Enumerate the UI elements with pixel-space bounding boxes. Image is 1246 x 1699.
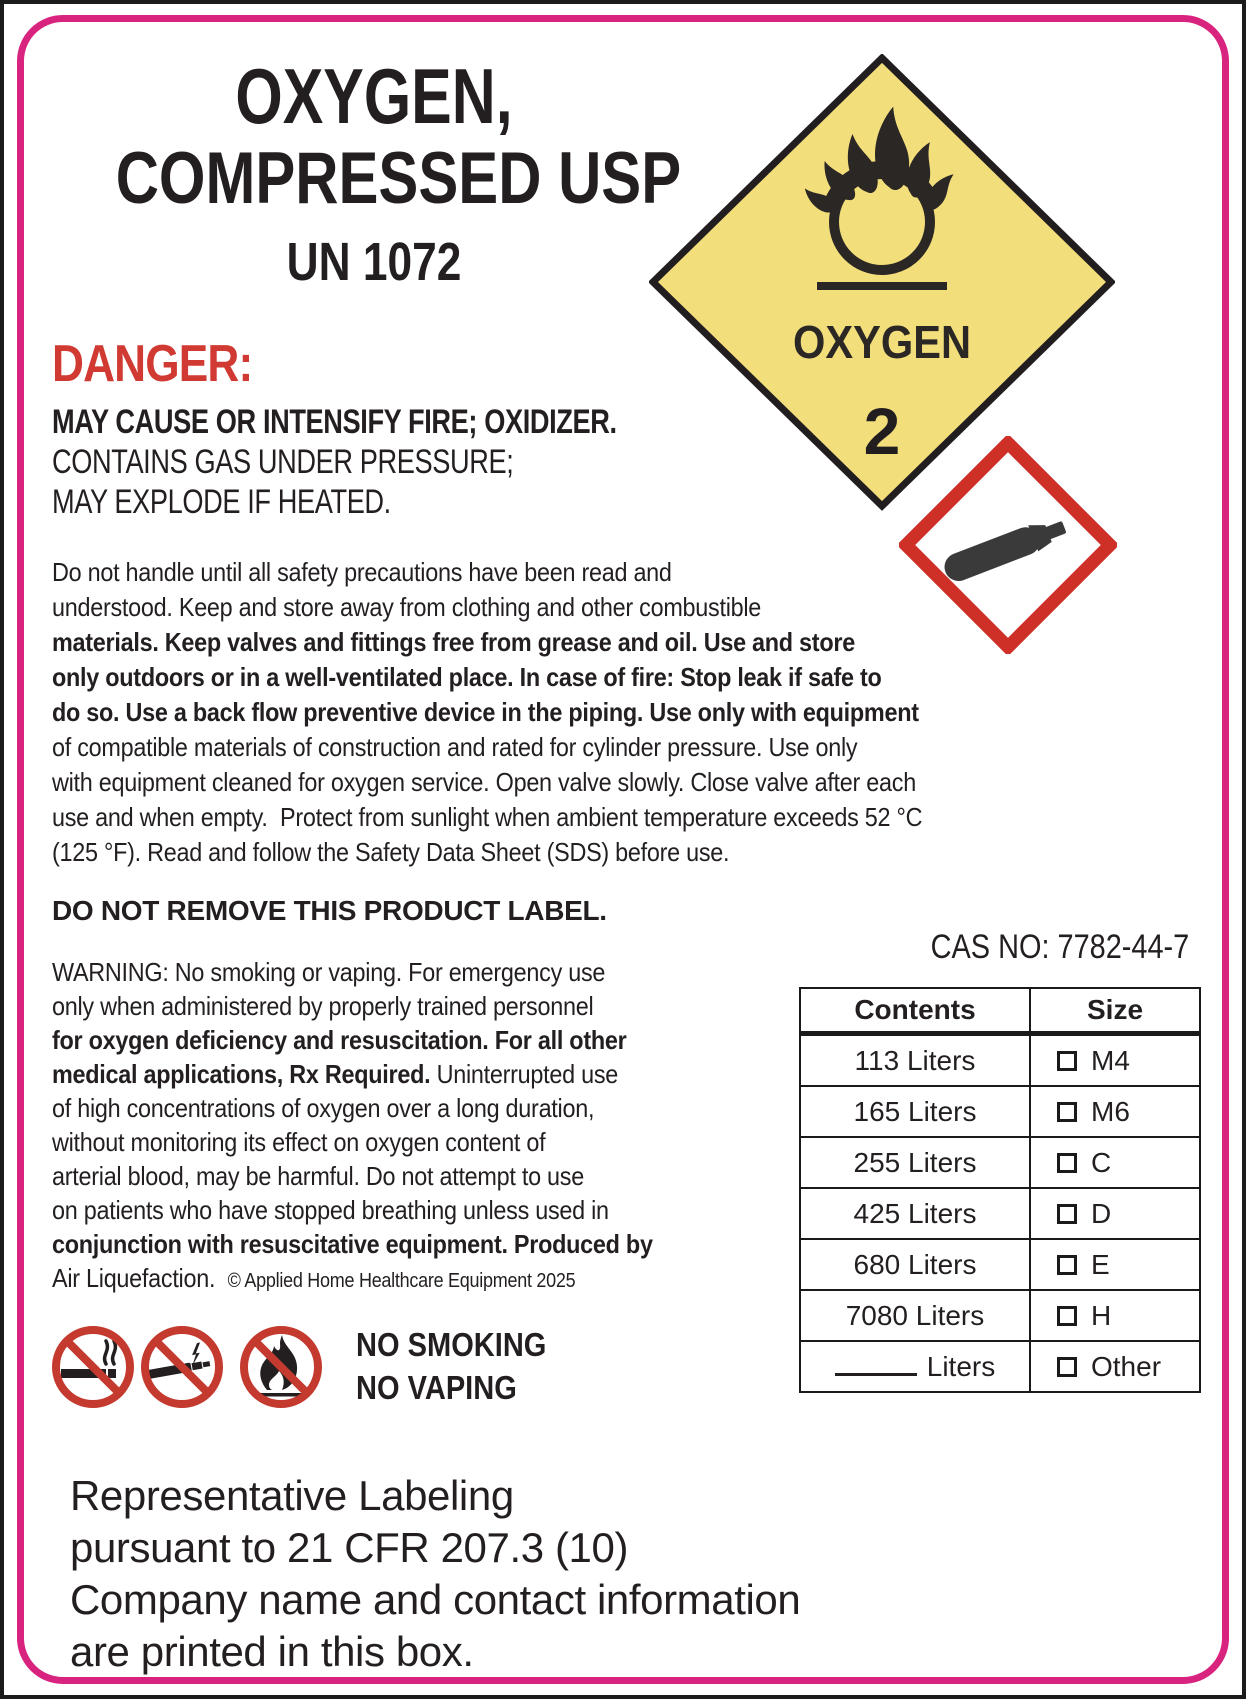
precautionary-statements bbox=[52, 555, 1019, 870]
contents-cell bbox=[800, 1034, 1030, 1087]
size-cell-container bbox=[1030, 1188, 1200, 1239]
footer-line: pursuant to 21 CFR 207.3 (10) bbox=[70, 1524, 629, 1571]
precaution-line bbox=[52, 625, 922, 660]
table-row bbox=[800, 1341, 1200, 1392]
no-vaping-icon bbox=[137, 1322, 227, 1412]
contents-cell bbox=[800, 1341, 1030, 1392]
table-row bbox=[800, 1034, 1200, 1087]
precaution-text: with equipment cleaned for oxygen service. Open valve slowly. Close valve after each bbox=[52, 767, 916, 797]
placard-class-number: 2 bbox=[863, 394, 901, 468]
size-cell-container bbox=[1030, 1086, 1200, 1137]
size-value: E bbox=[1091, 1248, 1110, 1280]
hazard-statements bbox=[52, 402, 758, 522]
warning-line bbox=[52, 1261, 653, 1298]
table-row bbox=[800, 1239, 1200, 1290]
precaution-line bbox=[52, 695, 922, 730]
no-vaping-text: NO VAPING bbox=[356, 1369, 517, 1406]
warning-line bbox=[52, 1057, 653, 1091]
precaution-line bbox=[52, 660, 922, 695]
precaution-text: use and when empty. Protect from sunlight when ambient temperature exceeds 52 °C bbox=[52, 802, 923, 832]
copyright-text: © Applied Home Healthcare Equipment 2025 bbox=[227, 1270, 576, 1292]
warning-text: on patients who have stopped breathing unless used in bbox=[52, 1195, 609, 1225]
warning-text: Uninterrupted use bbox=[430, 1059, 619, 1089]
placard-product-text: OXYGEN bbox=[793, 316, 971, 368]
product-name-line1: OXYGEN, bbox=[235, 52, 513, 140]
signal-word-danger: DANGER: bbox=[52, 335, 253, 393]
size-cell-container bbox=[1030, 1290, 1200, 1341]
representative-labeling-note bbox=[70, 1470, 800, 1678]
table-row bbox=[800, 1188, 1200, 1239]
hazard-statement-line: CONTAINS GAS UNDER PRESSURE; bbox=[52, 443, 514, 481]
contents-value: 165 Liters bbox=[853, 1095, 977, 1127]
precaution-text: only outdoors or in a well-ventilated place. In case of fire: Stop leak if safe to bbox=[52, 662, 882, 692]
contents-value: 425 Liters bbox=[853, 1197, 977, 1229]
warning-line bbox=[52, 989, 653, 1023]
warning-text: of high concentrations of oxygen over a long duration, bbox=[52, 1093, 595, 1123]
precaution-text: do so. Use a back flow preventive device in the piping. Use only with equipment bbox=[52, 697, 919, 727]
warning-line bbox=[52, 1159, 653, 1193]
precaution-text: understood. Keep and store away from clothing and other combustible bbox=[52, 592, 762, 622]
warning-text: without monitoring its effect on oxygen content of bbox=[52, 1127, 546, 1157]
size-value: M6 bbox=[1091, 1095, 1130, 1127]
contents-cell bbox=[800, 1188, 1030, 1239]
size-value: M4 bbox=[1091, 1044, 1130, 1076]
size-checkbox-h[interactable] bbox=[1057, 1306, 1077, 1326]
footer-line: Company name and contact information bbox=[70, 1576, 801, 1623]
warning-line bbox=[52, 1091, 653, 1125]
product-name-line2: COMPRESSED USP bbox=[115, 138, 682, 219]
footer-line: Representative Labeling bbox=[70, 1472, 514, 1519]
precaution-line bbox=[52, 590, 922, 625]
precaution-line bbox=[52, 555, 922, 590]
contents-value: 255 Liters bbox=[853, 1146, 977, 1178]
warning-line bbox=[52, 1125, 653, 1159]
size-cell bbox=[1031, 1147, 1199, 1179]
size-cell bbox=[1031, 1096, 1199, 1128]
precaution-line bbox=[52, 765, 922, 800]
un-number: UN 1072 bbox=[286, 232, 462, 292]
size-checkbox-m6[interactable] bbox=[1057, 1102, 1077, 1122]
table-row bbox=[800, 1290, 1200, 1341]
title-block bbox=[59, 52, 689, 292]
precaution-text: materials. Keep valves and fittings free from grease and oil. Use and store bbox=[52, 627, 855, 657]
contents-cell bbox=[800, 1137, 1030, 1188]
size-cell bbox=[1031, 1249, 1199, 1281]
size-cell-container bbox=[1030, 1034, 1200, 1087]
precaution-text: (125 °F). Read and follow the Safety Data Sheet (SDS) before use. bbox=[52, 837, 730, 867]
no-smoking-text: NO SMOKING bbox=[356, 1326, 547, 1363]
warning-line bbox=[52, 1023, 653, 1057]
warning-text: for oxygen deficiency and resuscitation. For all other bbox=[52, 1025, 627, 1055]
table-row bbox=[800, 1086, 1200, 1137]
size-cell bbox=[1031, 1045, 1199, 1077]
contents-cell bbox=[800, 1239, 1030, 1290]
size-column-header: Size bbox=[1030, 988, 1200, 1034]
size-cell bbox=[1031, 1300, 1199, 1332]
warning-line bbox=[52, 955, 653, 989]
contents-value: 113 Liters bbox=[854, 1044, 976, 1076]
warning-line bbox=[52, 1193, 653, 1227]
size-checkbox-other[interactable] bbox=[1057, 1357, 1077, 1377]
warning-text: Air Liquefaction. bbox=[52, 1263, 228, 1293]
size-cell bbox=[1031, 1351, 1199, 1383]
footer-line: are printed in this box. bbox=[70, 1628, 474, 1675]
warning-text: medical applications, Rx Required. bbox=[52, 1059, 431, 1089]
size-cell-container bbox=[1030, 1239, 1200, 1290]
size-checkbox-e[interactable] bbox=[1057, 1255, 1077, 1275]
contents-cell bbox=[800, 1086, 1030, 1137]
warning-paragraph bbox=[52, 955, 719, 1298]
contents-value: 7080 Liters bbox=[845, 1299, 985, 1331]
size-checkbox-c[interactable] bbox=[1057, 1153, 1077, 1173]
contents-cell bbox=[800, 1290, 1030, 1341]
size-value: D bbox=[1091, 1197, 1112, 1229]
precaution-text: of compatible materials of construction and rated for cylinder pressure. Use only bbox=[52, 732, 858, 762]
size-value: Other bbox=[1091, 1350, 1162, 1382]
size-table-header-row bbox=[800, 988, 1200, 1034]
size-cell-container bbox=[1030, 1137, 1200, 1188]
warning-text: only when administered by properly trained personnel bbox=[52, 991, 594, 1021]
warning-line bbox=[52, 1227, 653, 1261]
size-value: H bbox=[1091, 1299, 1112, 1331]
hazard-statement-line: MAY EXPLODE IF HEATED. bbox=[52, 483, 391, 521]
warning-text: WARNING: No smoking or vaping. For emergency use bbox=[52, 957, 606, 987]
fill-in-blank-line bbox=[835, 1351, 917, 1376]
precaution-text: Do not handle until all safety precautions have been read and bbox=[52, 557, 672, 587]
size-value: C bbox=[1091, 1146, 1112, 1178]
size-cell bbox=[1031, 1198, 1199, 1230]
size-cell-container bbox=[1030, 1341, 1200, 1392]
contents-value: 680 Liters bbox=[853, 1248, 977, 1280]
no-open-flame-icon bbox=[236, 1322, 326, 1412]
precaution-line bbox=[52, 800, 922, 835]
do-not-remove-notice: DO NOT REMOVE THIS PRODUCT LABEL. bbox=[52, 895, 607, 926]
cas-number: CAS NO: 7782-44-7 bbox=[930, 928, 1189, 966]
no-smoking-icon bbox=[48, 1322, 138, 1412]
warning-text: conjunction with resuscitative equipment. Produced by bbox=[52, 1229, 653, 1259]
contents-value: Liters bbox=[926, 1350, 996, 1382]
size-table bbox=[799, 987, 1201, 1393]
size-checkbox-m4[interactable] bbox=[1057, 1051, 1077, 1071]
size-checkbox-d[interactable] bbox=[1057, 1204, 1077, 1224]
precaution-line bbox=[52, 835, 922, 870]
hazard-statement-line: MAY CAUSE OR INTENSIFY FIRE; OXIDIZER. bbox=[52, 403, 617, 441]
contents-column-header: Contents bbox=[800, 988, 1030, 1034]
table-row bbox=[800, 1137, 1200, 1188]
warning-text: arterial blood, may be harmful. Do not attempt to use bbox=[52, 1161, 584, 1191]
precaution-line bbox=[52, 730, 922, 765]
